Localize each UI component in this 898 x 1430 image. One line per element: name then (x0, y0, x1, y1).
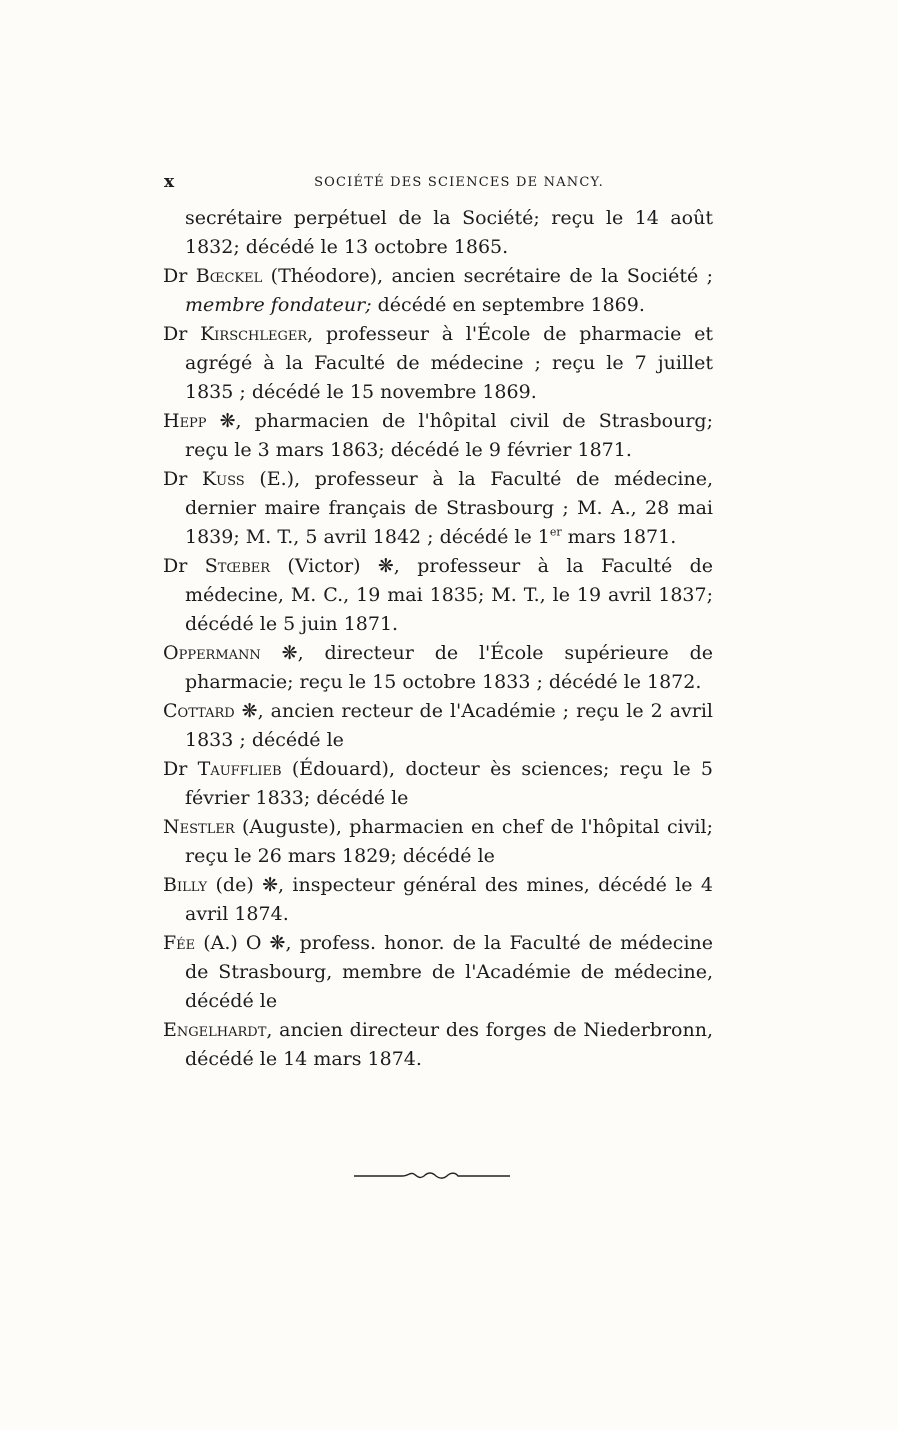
list-item: secrétaire perpétuel de la Société; reçu le 14 août 1832; décédé le 13 octobre 1865. (185, 207, 713, 258)
page-number: x (164, 172, 175, 192)
tailpiece-ornament-icon (352, 1168, 512, 1184)
list-item: Hepp ❋, pharmacien de l'hôpital civil de Strasbourg; reçu le 3 mars 1863; décédé le 9 février 1871. (163, 410, 713, 461)
list-item: Engelhardt, ancien directeur des forges de Niederbronn, décédé le 14 mars 1874. (163, 1019, 713, 1070)
running-head: SOCIÉTÉ DES SCIENCES DE NANCY. (314, 175, 604, 190)
list-item: Dr Taufflieb (Édouard), docteur ès sciences; reçu le 5 février 1833; décédé le (163, 758, 713, 809)
list-item: Dr Kirschleger, professeur à l'École de pharmacie et agrégé à la Faculté de médecine ; reçu le 7 juillet 1835 ; décédé le 15 novembre 1869. (163, 323, 713, 403)
list-item: Billy (de) ❋, inspecteur général des mines, décédé le 4 avril 1874. (163, 874, 713, 925)
list-item: Fée (A.) O ❋, profess. honor. de la Faculté de médecine de Strasbourg, membre de l'Académie de médecine, décédé le (163, 932, 713, 1012)
list-item: Nestler (Auguste), pharmacien en chef de l'hôpital civil; reçu le 26 mars 1829; décédé le (163, 816, 713, 867)
list-item: Cottard ❋, ancien recteur de l'Académie ; reçu le 2 avril 1833 ; décédé le (163, 700, 713, 751)
obituary-list (163, 204, 713, 1074)
list-item: Dr Bœckel (Théodore), ancien secrétaire de la Société ; membre fondateur; décédé en septembre 1869. (163, 265, 714, 316)
list-item: Dr Kuss (E.), professeur à la Faculté de médecine, dernier maire français de Strasbourg ; M. A., 28 mai 1839; M. T., 5 avril 1842 ; décédé le 1er mars 1871. (163, 468, 713, 548)
list-item: Oppermann ❋, directeur de l'École supérieure de pharmacie; reçu le 15 octobre 1833 ; décédé le 1872. (163, 642, 713, 693)
list-item: Dr Stœber (Victor) ❋, professeur à la Faculté de médecine, M. C., 19 mai 1835; M. T., le 19 avril 1837; décédé le 5 juin 1871. (163, 555, 713, 635)
page-header (0, 172, 898, 196)
